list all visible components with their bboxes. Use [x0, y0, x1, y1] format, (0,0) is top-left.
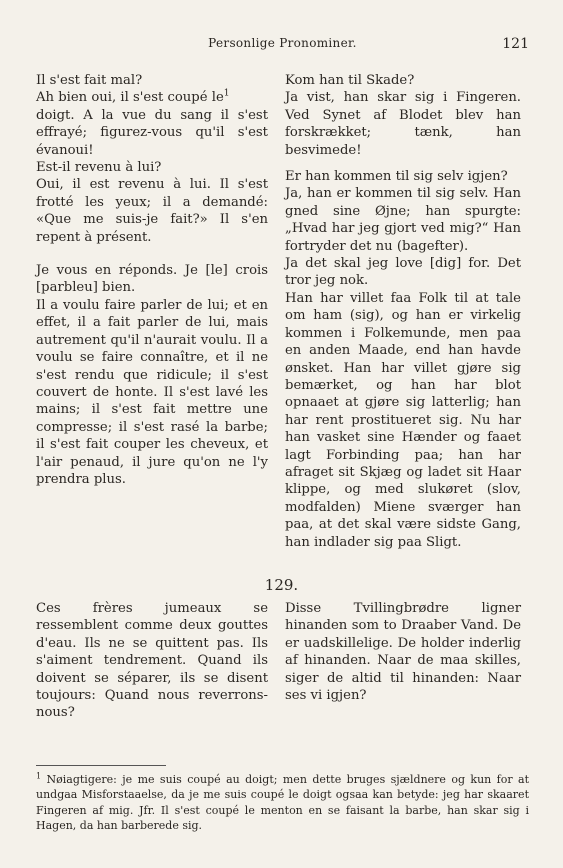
page-number: 121 — [502, 36, 529, 52]
section-number: 129. — [264, 576, 299, 594]
section-129-french-column — [36, 600, 268, 722]
footnote-rule — [36, 765, 166, 766]
french-line: Il s'est fait mal? — [36, 73, 143, 88]
section-128-danish-column — [285, 72, 521, 551]
section-128-french-column — [36, 72, 268, 488]
french-line: Est-il revenu à lui? — [36, 160, 162, 176]
section-129-danish-column — [285, 600, 521, 704]
danish-line: Ja vist, han skar sig i Fingeren. Ved Synet af Blodet blev han forskrækket; tænk, han besvimede! — [285, 90, 521, 158]
danish-line: Ja det skal jeg love [dig] for. Det tror jeg nok. — [285, 256, 521, 289]
footnote-number: 1 — [36, 771, 42, 781]
french-paragraph: Il a voulu faire parler de lui; et en effet, il a fait parler de lui, mais autrement qu'il n'aurait voulu. Il a voulu se faire connaître, et il ne s'est rendu que ridicule; il s'est couvert de honte. Il s'est lavé les mains; il s'est fait mettre une compresse; il s'est rasé la barbe; il s'est fait couper les cheveux, et l'air penaud, il jure qu'on ne l'y prendra plus. — [36, 297, 268, 487]
footnote-marker: 1 — [223, 89, 230, 100]
french-line: Ah bien oui, il s'est coupé $le^1$ — [36, 89, 230, 106]
running-title: Personlige Pronominer. — [208, 36, 357, 50]
danish-line: Ja, han er kommen til sig selv. Han gned sine Øjne; han spurgte: „Hvad har jeg gjort ved mig?“ Han fortryder det nu (bagefter). — [285, 186, 521, 254]
french-line: Oui, il est revenu à lui. Il s'est frotté les yeux; il a demandé: «Que me suis-je fait?» Il s'en repent à présent. — [36, 177, 268, 245]
danish-paragraph: Han har villet faa Folk til at tale om ham (sig), og han er virkelig kommen i Folkemunde, men paa en anden Maade, end han havde ønsket. Han har villet gjøre sig bemærket, og han har blot opnaaet at gjøre sig latterlig; han har rent prostitueret sig. Nu har han vasket sine Hænder og faaet lagt Forbinding paa; han har afraget sit Skjæg og ladet sit Haar klippe, og med slukøret (slov, modfalden) Miene sværger han paa, at det skal være sidste Gang, han indlader sig paa Sligt. — [285, 290, 521, 550]
french-line: doigt. A la vue du sang il s'est effrayé; figurez-vous qu'il s'est évanoui! — [36, 107, 268, 158]
french-paragraph: Ces frères jumeaux se ressemblent comme deux gouttes d'eau. Ils ne se quittent pas. Ils s'aiment tendrement. Quand ils doivent se séparer, ils se disent toujours: Quand nous reverrons-nous? — [36, 601, 268, 721]
danish-paragraph: Disse Tvillingbrødre ligner hinanden som to Draaber Vand. De er uadskillelige. De holder inderlig af hinanden. Naar de maa skilles, siger de altid til hinanden: Naar ses vi igjen? — [285, 601, 521, 704]
footnote-text: Nøiagtigere: je me suis coupé au doigt; men dette bruges sjældnere og kun for at undgaa Misforstaaelse, da je me suis coupé le doigt ogsaa kan betyde: jeg har skaaret Fingeren af mig. Jfr. Il s'est coupé le menton en se faisant la barbe, han skar sig i Hagen, da han barberede sig. — [36, 773, 530, 833]
footnote — [36, 772, 529, 834]
danish-line: Kom han til Skade? — [285, 73, 415, 88]
french-line: Je vous en réponds. Je [le] crois [parbleu] bien. — [36, 263, 268, 296]
running-header — [36, 36, 529, 54]
danish-line: Er han kommen til sig selv igjen? — [285, 169, 508, 185]
